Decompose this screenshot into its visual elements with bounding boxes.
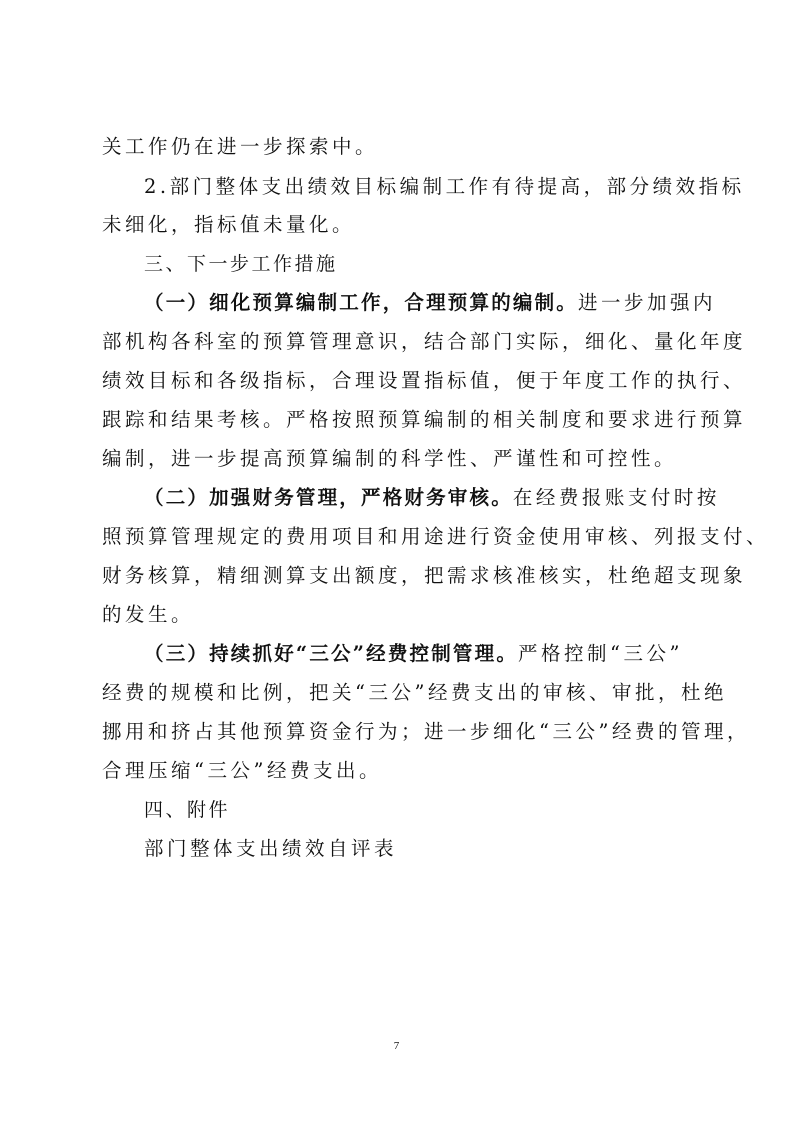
- text-line: [0, 212, 793, 238]
- text-line: [0, 602, 793, 628]
- body-text: 2.部门整体支出绩效目标编制工作有待提高，部分绩效指标: [144, 175, 745, 198]
- body-text: 编制，进一步提高预算编制的科学性、严谨性和可控性。: [102, 447, 678, 470]
- body-text: 进一步加强内: [578, 291, 717, 314]
- heading-text: 三、下一步工作措施: [144, 253, 338, 275]
- text-line: [0, 290, 793, 316]
- body-text: 的发生。: [102, 603, 195, 626]
- section-heading: [0, 251, 793, 277]
- body-text: 绩效目标和各级指标，合理设置指标值，便于年度工作的执行、: [102, 369, 747, 392]
- text-line: [0, 524, 793, 550]
- text-line: [0, 719, 793, 745]
- heading-text: 四、附件: [144, 799, 231, 821]
- text-line: [0, 174, 793, 200]
- page-number: 7: [393, 1040, 400, 1052]
- subheading-text: （一）细化预算编制工作，合理预算的编制。: [144, 291, 579, 314]
- subheading-text: （二）加强财务管理，严格财务审核。: [144, 486, 513, 509]
- body-text: 关工作仍在进一步探索中。: [102, 135, 379, 158]
- body-text: 严格控制“三公”: [518, 642, 683, 665]
- body-text: 财务核算，精细测算支出额度，把需求核准核实，杜绝超支现象: [102, 564, 747, 587]
- text-line: [0, 758, 793, 784]
- text-line: [0, 368, 793, 394]
- body-text: 合理压缩“三公”经费支出。: [102, 759, 382, 782]
- attachment-text: 部门整体支出绩效自评表: [144, 837, 398, 860]
- body-text: 未细化，指标值未量化。: [102, 213, 356, 236]
- text-line: [0, 680, 793, 706]
- text-line: [0, 836, 793, 862]
- body-text: 经费的规模和比例，把关“三公”经费支出的审核、审批，杜绝: [102, 681, 727, 704]
- subheading-text: （三）持续抓好“三公”经费控制管理。: [144, 642, 519, 665]
- text-line: [0, 563, 793, 589]
- section-heading: [0, 797, 793, 823]
- body-text: 挪用和挤占其他预算资金行为；进一步细化“三公”经费的管理，: [102, 720, 750, 743]
- body-text: 在经费报账支付时按: [512, 486, 720, 509]
- text-line: [0, 407, 793, 433]
- body-text: 部机构各科室的预算管理意识，结合部门实际，细化、量化年度: [102, 330, 747, 353]
- text-line: [0, 641, 793, 667]
- text-line: [0, 485, 793, 511]
- text-line: [0, 446, 793, 472]
- text-line: [0, 134, 793, 160]
- body-text: 跟踪和结果考核。严格按照预算编制的相关制度和要求进行预算: [102, 408, 747, 431]
- text-line: [0, 329, 793, 355]
- body-text: 照预算管理规定的费用项目和用途进行资金使用审核、列报支付、: [102, 525, 770, 548]
